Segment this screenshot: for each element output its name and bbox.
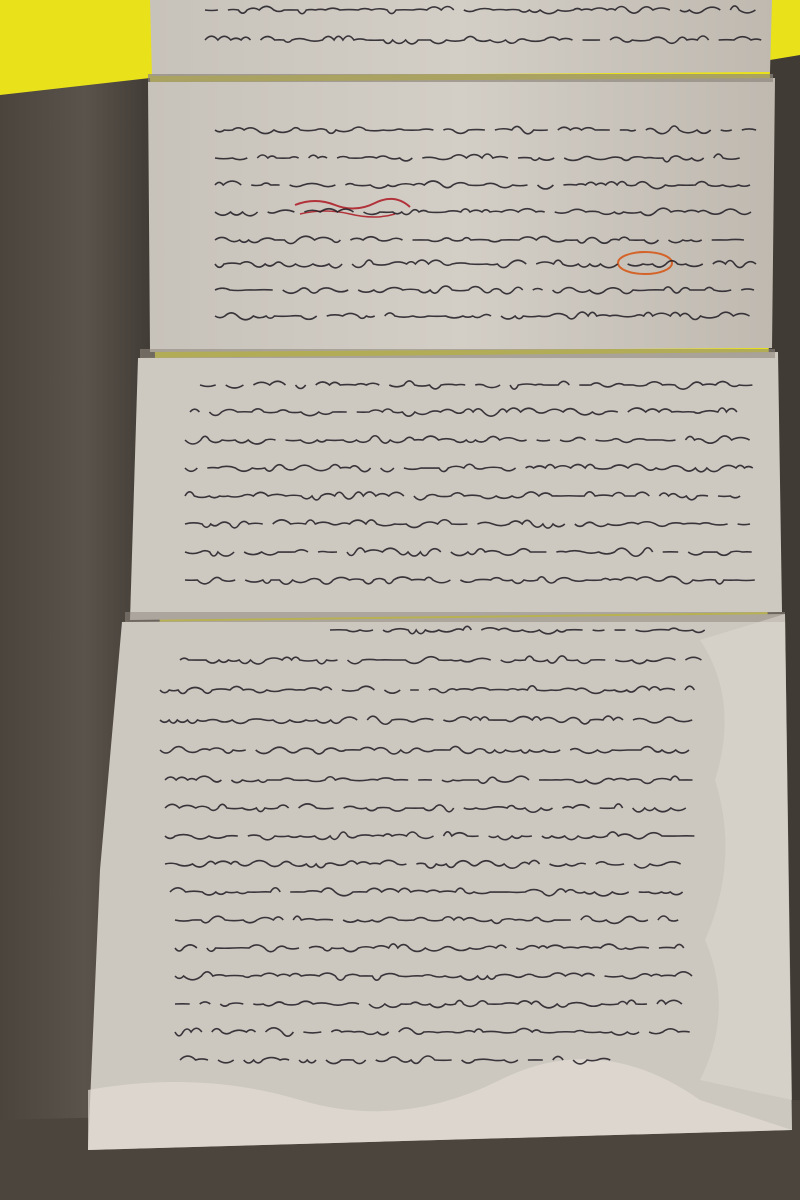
ink-row [215, 236, 754, 243]
ink-row [215, 154, 750, 162]
ink-row [185, 436, 750, 444]
ink-row [185, 577, 755, 585]
ink-row [215, 181, 750, 189]
ink-row [165, 804, 686, 812]
ink-row [160, 716, 692, 724]
ink-row [175, 972, 692, 980]
ink-row [205, 6, 755, 14]
ink-row [185, 464, 753, 472]
ink-row [165, 832, 694, 840]
ink-row [175, 1000, 682, 1008]
ink-row [190, 408, 747, 416]
ink-row [215, 260, 766, 268]
ink-row [160, 686, 704, 694]
ink-row [215, 286, 754, 294]
ink-row [185, 492, 750, 500]
ink-row [330, 626, 705, 634]
ink-row [175, 916, 688, 923]
ink-row [180, 1056, 610, 1064]
ink-row [215, 312, 760, 320]
ink-row [170, 888, 683, 896]
ink-row [205, 36, 771, 44]
ink-row [165, 776, 693, 784]
ink-row [175, 944, 684, 952]
ink-row [165, 860, 681, 868]
ink-row [200, 381, 752, 389]
ink-row [160, 746, 699, 754]
ink-row [215, 126, 756, 134]
ink-row [180, 656, 701, 664]
ink-row [185, 548, 752, 557]
ink-row [175, 1028, 690, 1036]
ink-row [185, 520, 760, 528]
ink-row [215, 208, 751, 216]
